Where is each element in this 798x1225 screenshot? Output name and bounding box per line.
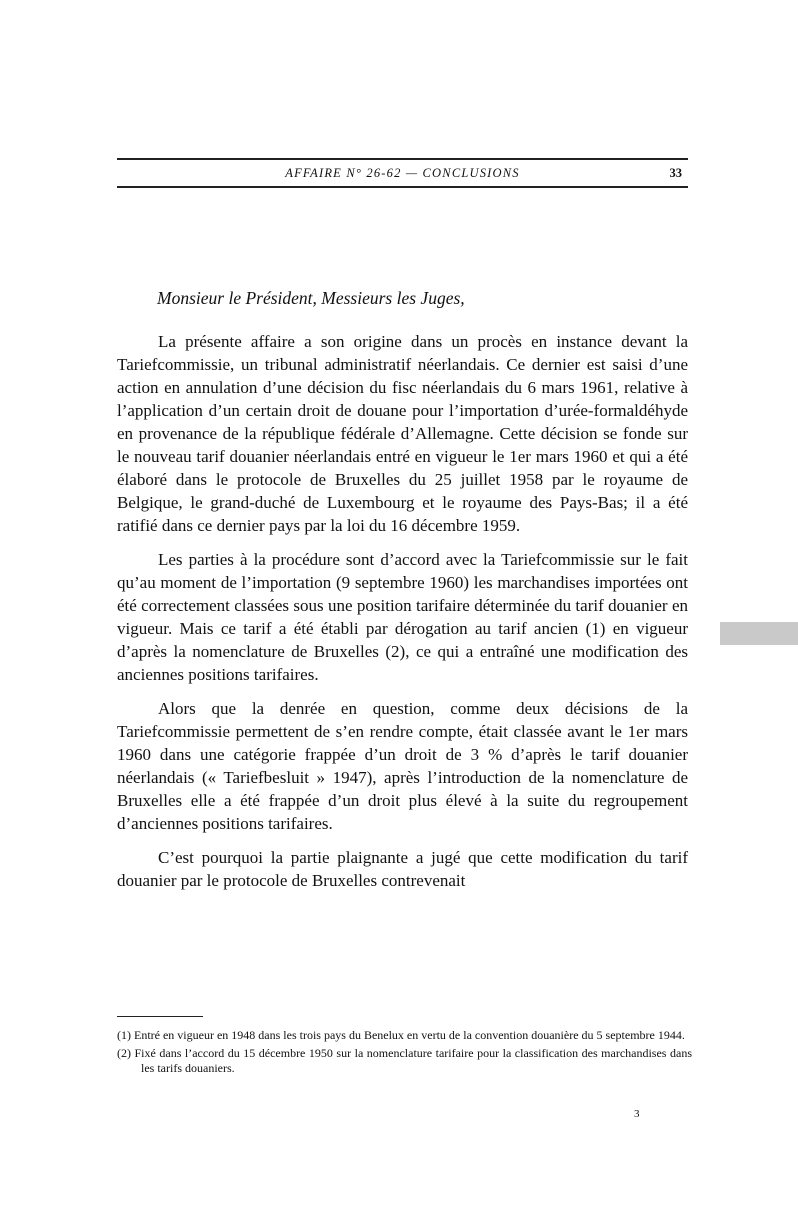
page-number: 33 (669, 166, 682, 180)
signature-folio: 3 (634, 1108, 640, 1120)
footnote-1: (1) Entré en vigueur en 1948 dans les trois pays du Benelux en vertu de la convention douanière du 5 septembre 1944. (117, 1028, 685, 1042)
paragraph-2: Les parties à la procédure sont d’accord avec la Tariefcommissie sur le fait qu’au moment de l’importation (9 septembre 1960) les marchandises importées ont été correctement classées sous une position tarifaire déterminée du tarif douanier en vigueur. Mais ce tarif a été établi par dérogation au tarif ancien (1) en vigueur d’après la nomenclature de Bruxelles (2), ce qui a entraîné une modification des anciennes positions tarifaires. (117, 550, 688, 684)
running-header-title: AFFAIRE N° 26-62 — CONCLUSIONS (285, 166, 520, 180)
footnotes (117, 1028, 692, 1079)
body-text (117, 330, 688, 903)
paragraph-4: C’est pourquoi la partie plaignante a jugé que cette modification du tarif douanier par le protocole de Bruxelles contrevenait (117, 848, 688, 890)
header-rule-top (117, 158, 688, 160)
footnote-rule (117, 1016, 203, 1017)
paragraph-3: Alors que la denrée en question, comme deux décisions de la Tariefcommissie permettent de s’en rendre compte, était classée avant le 1er mars 1960 dans une catégorie frappée d’un droit de 3 % d’après le tarif douanier néerlandais (« Tariefbesluit » 1947), après l’introduction de la nomenclature de Bruxelles elle a été frappée d’un droit plus élevé à la suite du regroupement d’anciennes positions tarifaires. (117, 699, 688, 833)
running-header (117, 166, 688, 186)
salutation: Monsieur le Président, Messieurs les Juges, (157, 288, 465, 308)
footnote-2: (2) Fixé dans l’accord du 15 décembre 1950 sur la nomenclature tarifaire pour la classification des marchandises dans les tarifs douaniers. (117, 1046, 692, 1075)
page-edge-tab (720, 622, 798, 645)
paragraph-1: La présente affaire a son origine dans un procès en instance devant la Tariefcommissie, un tribunal administratif néerlandais. Ce dernier est saisi d’une action en annulation d’une décision du fisc néerlandais du 6 mars 1961, relative à l’application d’un certain droit de douane pour l’importation d’urée-formaldéhyde en provenance de la république fédérale d’Allemagne. Cette décision se fonde sur le nouveau tarif douanier néerlandais entré en vigueur le 1er mars 1960 et qui a été élaboré dans le protocole de Bruxelles du 25 juillet 1958 par le royaume de Belgique, le grand-duché de Luxembourg et le royaume des Pays-Bas; il a été ratifié dans ce dernier pays par la loi du 16 décembre 1959. (117, 332, 688, 535)
header-rule-bottom (117, 186, 688, 188)
